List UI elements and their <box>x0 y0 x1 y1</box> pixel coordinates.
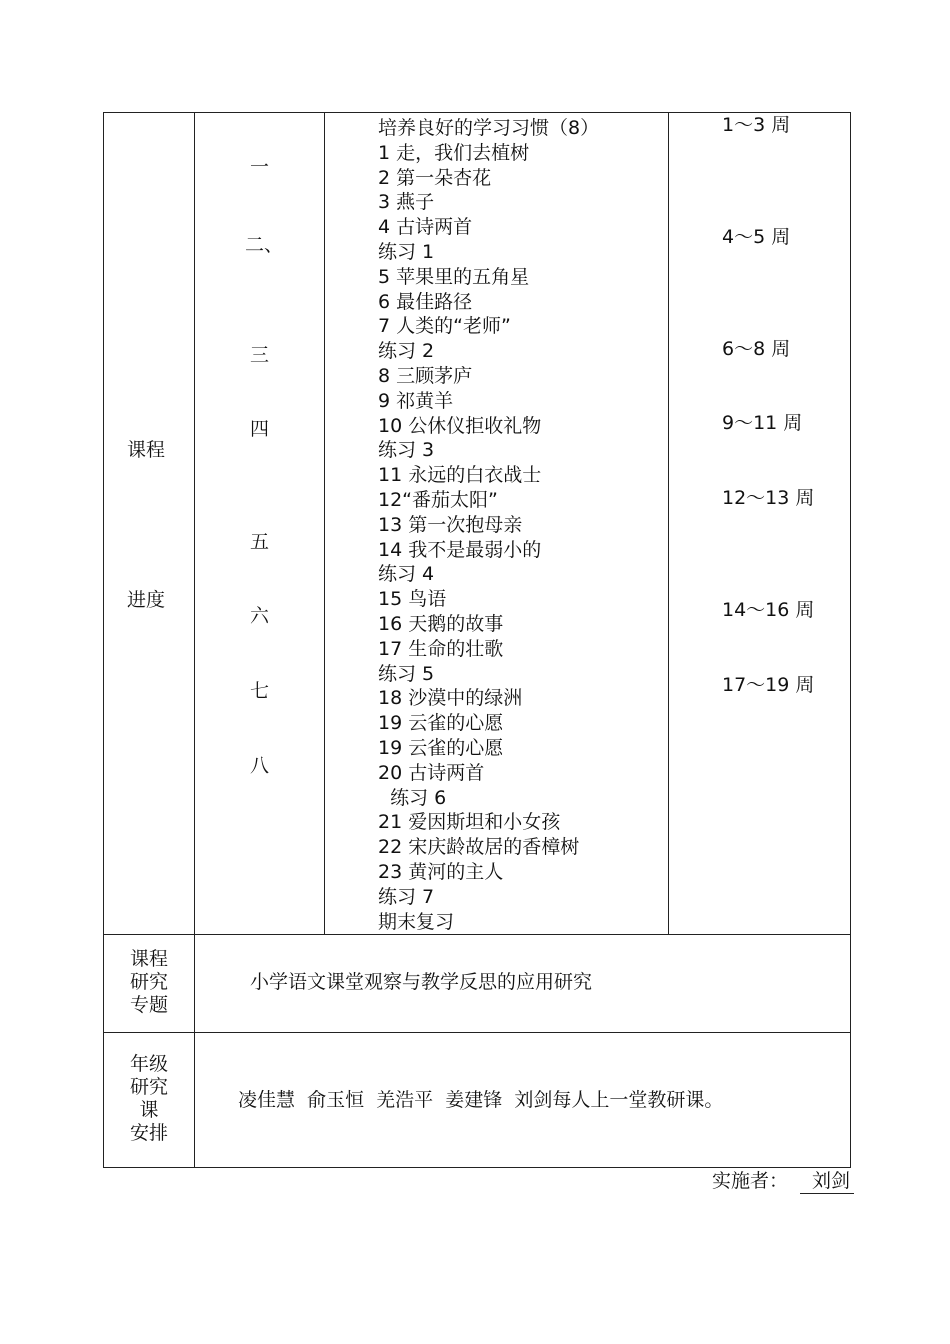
signature-underline <box>800 1193 854 1194</box>
lesson-item: 17 生命的壮歌 <box>378 637 504 660</box>
lesson-item: 3 燕子 <box>378 191 435 214</box>
lesson-item: 2 第一朵杏花 <box>378 166 492 189</box>
week-range: 12～13 周 <box>722 487 815 509</box>
week-range: 17～19 周 <box>722 674 815 696</box>
lesson-item: 7 人类的“老师” <box>378 315 511 338</box>
research-lessons-label-line: 研究 <box>129 1076 168 1098</box>
lesson-list <box>378 116 599 934</box>
week-range: 14～16 周 <box>722 599 815 621</box>
research-topic-label-line: 专题 <box>129 994 168 1016</box>
research-lessons-label-line: 安排 <box>129 1122 168 1144</box>
lesson-item: 19 云雀的心愿 <box>378 736 504 759</box>
research-topic-content: 小学语文课堂观察与教学反思的应用研究 <box>250 971 593 993</box>
unit-2: 二、 <box>245 234 284 256</box>
lesson-item: 9 祁黄羊 <box>378 389 454 412</box>
divider-col3 <box>668 112 669 935</box>
unit-5: 五 <box>250 531 270 553</box>
week-range: 9～11 周 <box>722 412 803 434</box>
implementer-label: 实施者： <box>712 1170 789 1192</box>
divider-col2 <box>324 112 325 935</box>
unit-8: 八 <box>250 755 270 777</box>
lesson-item: 23 黄河的主人 <box>378 860 504 883</box>
lesson-item: 5 苹果里的五角星 <box>378 265 530 288</box>
lesson-item: 练习 6 <box>378 786 447 809</box>
unit-4: 四 <box>250 418 270 440</box>
lesson-item: 15 鸟语 <box>378 588 447 611</box>
research-topic-label-line: 课程 <box>129 948 168 970</box>
lesson-item: 练习 3 <box>378 439 435 462</box>
week-range: 6～8 周 <box>722 338 791 360</box>
lesson-item: 培养良好的学习习惯（8） <box>378 117 600 139</box>
divider-row2 <box>103 1032 851 1033</box>
unit-3: 三 <box>250 344 270 366</box>
lesson-item: 10 公休仪拒收礼物 <box>378 414 542 437</box>
lesson-item: 8 三顾茅庐 <box>378 364 473 387</box>
research-topic-label <box>104 948 194 1017</box>
lesson-item: 练习 4 <box>378 563 435 586</box>
lesson-item: 期末复习 <box>378 910 455 933</box>
lesson-item: 20 古诗两首 <box>378 761 485 784</box>
lesson-item: 4 古诗两首 <box>378 216 473 239</box>
lesson-item: 14 我不是最弱小的 <box>378 538 542 561</box>
lesson-item: 11 永远的白衣战士 <box>378 464 542 487</box>
unit-6: 六 <box>250 605 270 627</box>
lesson-item: 13 第一次抱母亲 <box>378 513 523 536</box>
research-lessons-label-line: 年级 <box>129 1053 168 1075</box>
divider-col1 <box>194 112 195 1168</box>
lesson-item: 18 沙漠中的绿洲 <box>378 687 523 710</box>
lesson-item: 6 最佳路径 <box>378 290 473 313</box>
lesson-item: 16 天鹅的故事 <box>378 612 504 635</box>
research-lessons-label <box>104 1053 194 1145</box>
lesson-item: 22 宋庆龄故居的香樟树 <box>378 836 580 859</box>
week-range: 4～5 周 <box>722 226 791 248</box>
lesson-item: 练习 1 <box>378 240 435 263</box>
unit-7: 七 <box>250 680 270 702</box>
lesson-item: 19 云雀的心愿 <box>378 712 504 735</box>
progress-label-line1: 课程 <box>127 439 166 461</box>
lesson-item: 21 爱因斯坦和小女孩 <box>378 811 561 834</box>
lesson-item: 1 走，我们去植树 <box>378 141 530 164</box>
week-range: 1～3 周 <box>722 114 791 136</box>
progress-label-line2: 进度 <box>127 589 166 611</box>
implementer-name: 刘剑 <box>812 1170 851 1192</box>
research-lessons-content: 凌佳慧 俞玉恒 羌浩平 姜建锋 刘剑每人上一堂教研课。 <box>238 1089 724 1111</box>
lesson-item: 练习 7 <box>378 885 435 908</box>
lesson-item: 12“番茄太阳” <box>378 488 498 511</box>
lesson-item: 练习 2 <box>378 340 435 363</box>
unit-1: 一 <box>250 156 270 178</box>
lesson-item: 练习 5 <box>378 662 435 685</box>
research-topic-label-line: 研究 <box>129 971 168 993</box>
research-lessons-label-line: 课 <box>139 1099 159 1121</box>
